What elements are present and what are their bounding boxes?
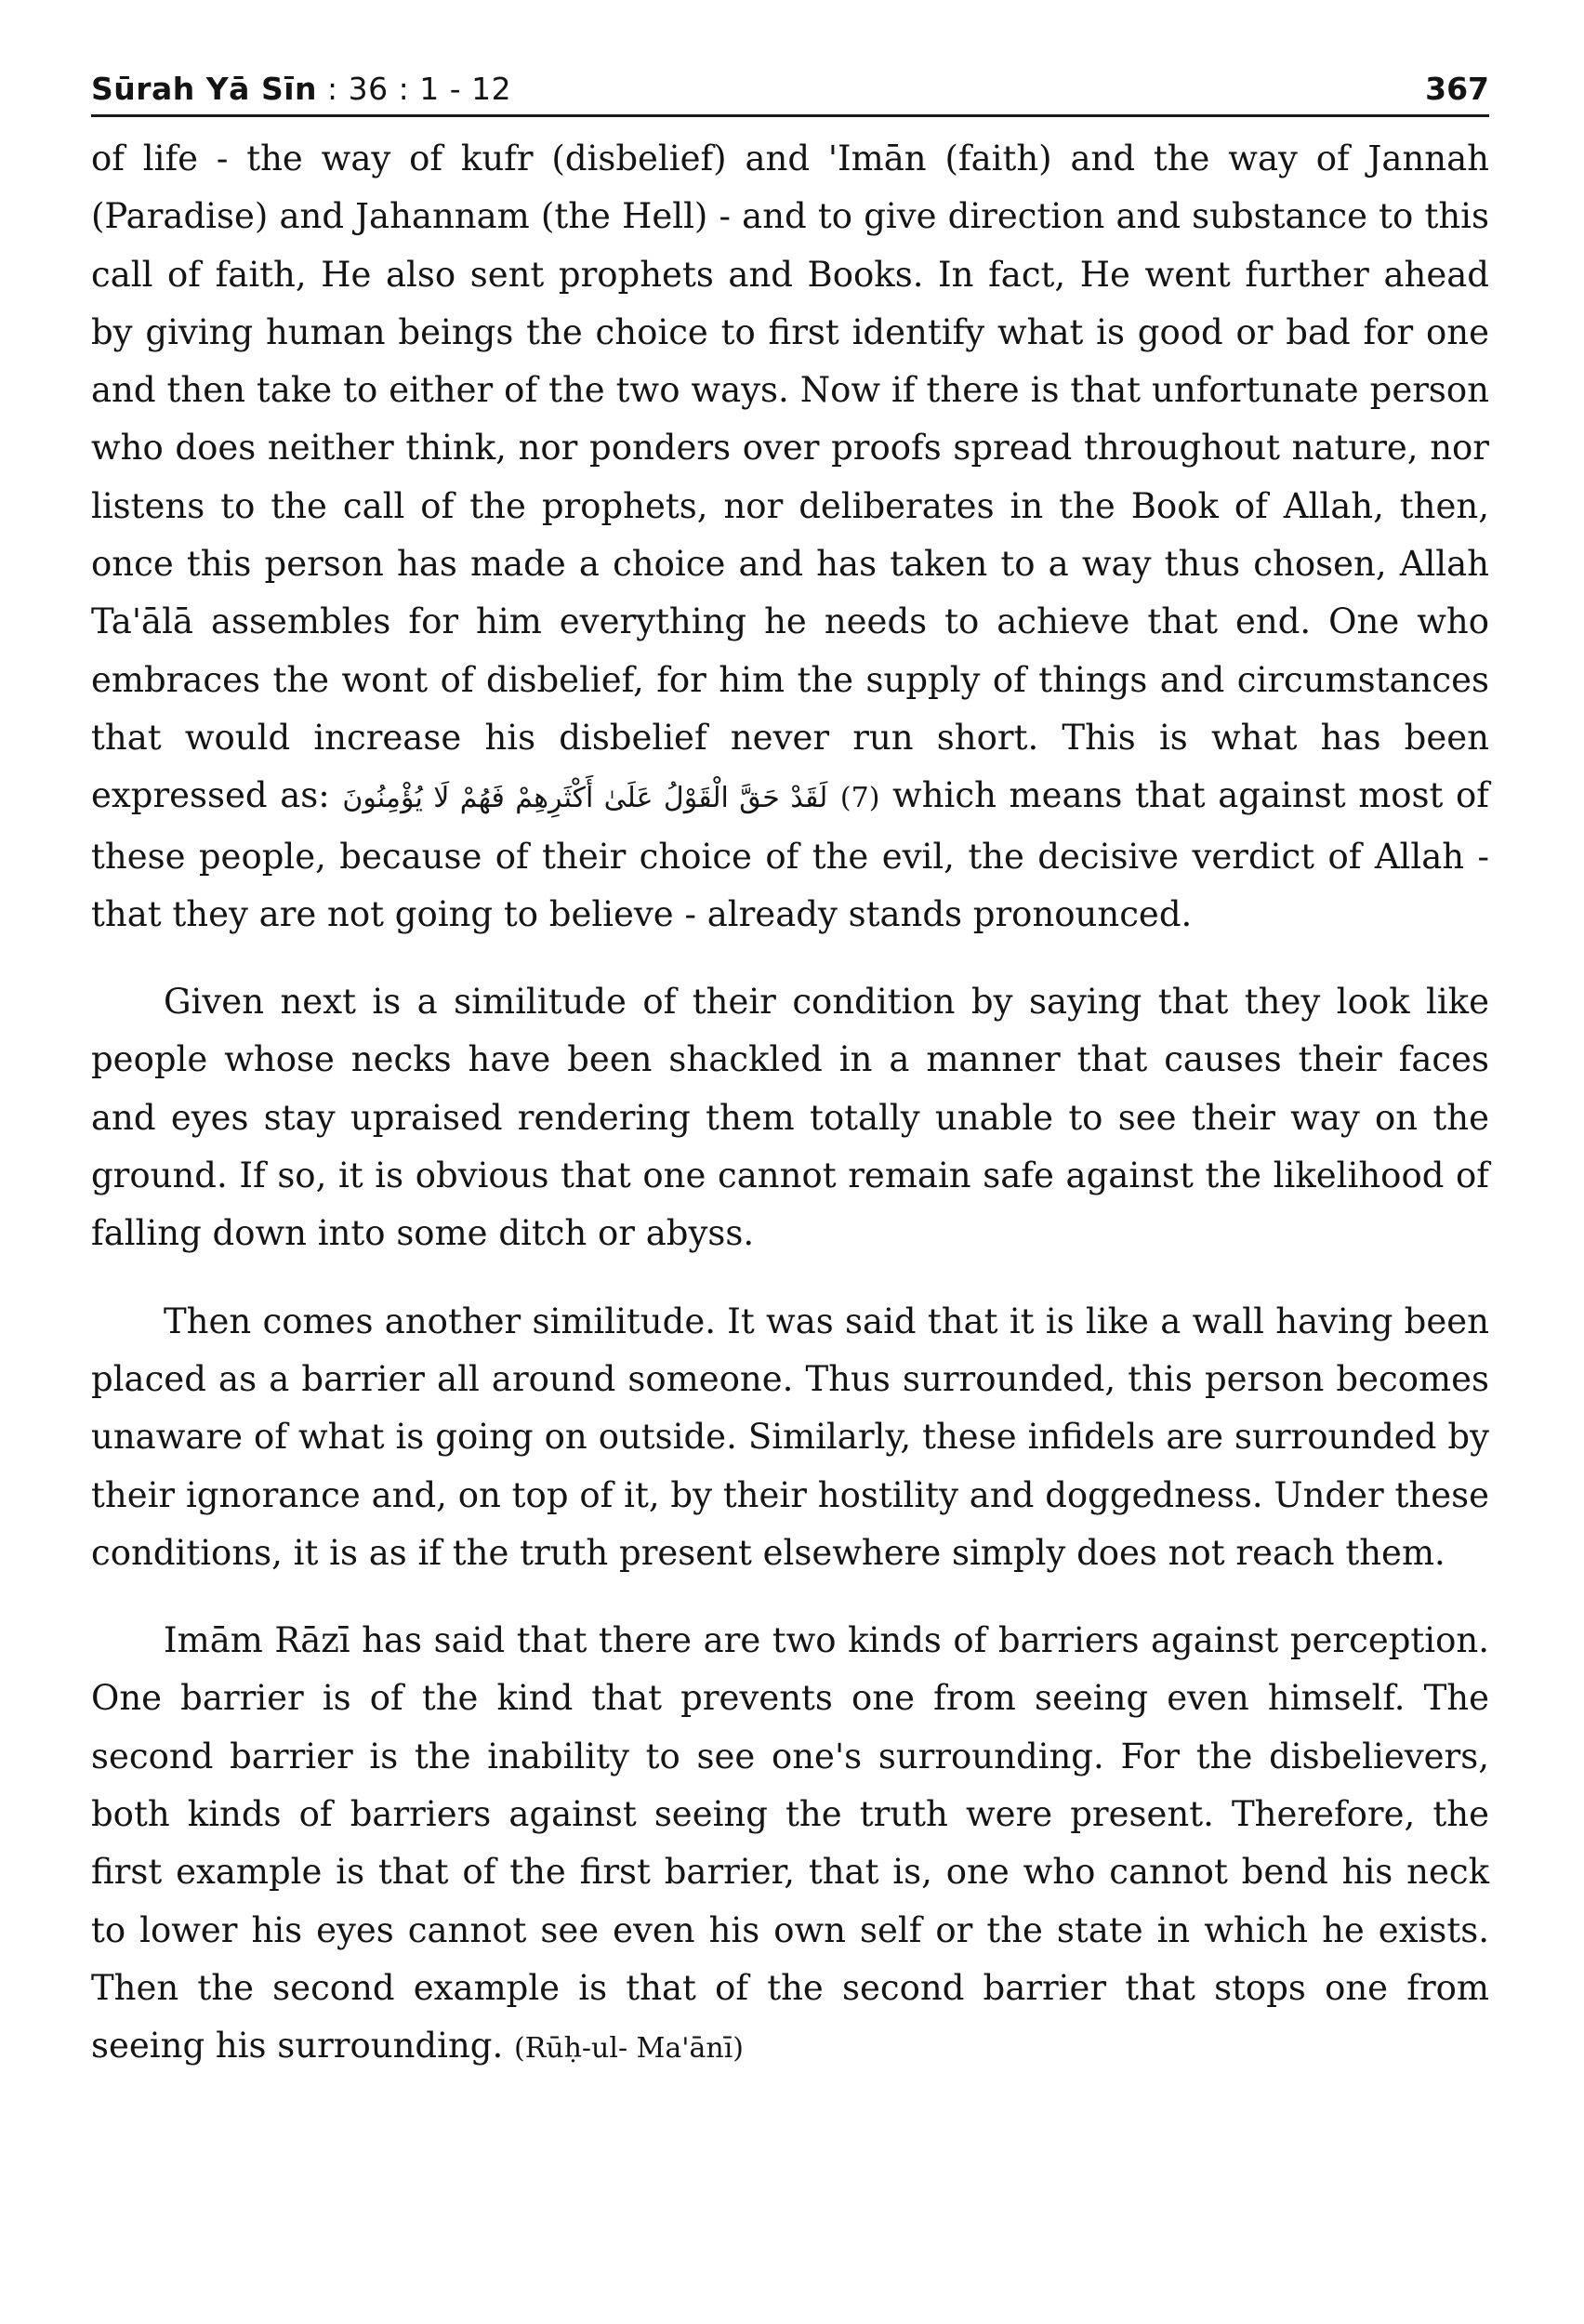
paragraph-2-text: Given next is a similitude of their condition by saying that they look like people whose necks have been shackled in a manner that causes their faces and eyes stay upraised rendering them totally unable to see their way on the ground. If so, it is obvious that one cannot remain safe against the likelihood of falling down into some ditch or abyss. bbox=[91, 982, 1489, 1254]
page-header bbox=[91, 56, 1489, 117]
paragraph-4 bbox=[91, 1612, 1489, 2078]
quranic-verse-arabic: لَقَدْ حَقَّ الْقَوْلُ عَلَىٰ أَكْثَرِهِمْ فَهُمْ لَا يُؤْمِنُونَ bbox=[342, 782, 828, 815]
body-text bbox=[91, 130, 1489, 2079]
paragraph-3-text: Then comes another similitude. It was said that it is like a wall having been placed as a barrier all around someone. Thus surrounded, this person becomes unaware of what is going on outside. Similarly, these infidels are surrounded by their ignorance and, on top of it, by their hostility and doggedness. Under these conditions, it is as if the truth present elsewhere simply does not reach them. bbox=[91, 1301, 1489, 1573]
paragraph-1 bbox=[91, 130, 1489, 944]
paragraph-1-text: of life - the way of kufr (disbelief) and 'Imān (faith) and the way of Jannah (Paradise) and Jahannam (the Hell) - and to give direction and substance to this call of faith, He also sent prophets and Books. In fact, He went further ahead by giving human beings the choice to first identify what is good or bad for one and then take to either of the two ways. Now if there is that unfortunate person who does neither think, nor ponders over proofs spread throughout nature, nor listens to the call of the prophets, nor deliberates in the Book of Allah, then, once this person has made a choice and has taken to a way thus chosen, Allah Ta'ālā assembles for him everything he needs to achieve that end. One who embraces the wont of disbelief, for him the supply of things and circumstances that would increase his disbelief never run short. This is what has been expressed as: bbox=[91, 139, 1489, 816]
running-title bbox=[91, 71, 511, 107]
paragraph-1-text-continued: which means that against most of these people, because of their choice of the evil, the decisive verdict of Allah - that they are not going to believe - already stands pronounced. bbox=[91, 775, 1490, 934]
paragraph-4-text: Imām Rāzī has said that there are two kinds of barriers against perception. One barrier is of the kind that prevents one from seeing even himself. The second barrier is the inability to see one's surrounding. For the disbelievers, both kinds of barriers against seeing the truth were present. Therefore, the first example is that of the first barrier, that is, one who cannot bend his neck to lower his eyes cannot see even his own self or the state in which he exists. Then the second example is that of the second barrier that stops one from seeing his surrounding. bbox=[91, 1620, 1489, 2067]
book-page bbox=[91, 56, 1489, 2108]
paragraph-2 bbox=[91, 973, 1489, 1262]
page-number: 367 bbox=[1425, 71, 1489, 107]
verse-number: (7) bbox=[839, 782, 880, 815]
surah-name: Sūrah Yā Sīn bbox=[91, 71, 318, 107]
source-citation: (Rūḥ-ul- Ma'ānī) bbox=[513, 2032, 745, 2066]
paragraph-3 bbox=[91, 1293, 1489, 1582]
verse-range: : 36 : 1 - 12 bbox=[317, 71, 512, 107]
